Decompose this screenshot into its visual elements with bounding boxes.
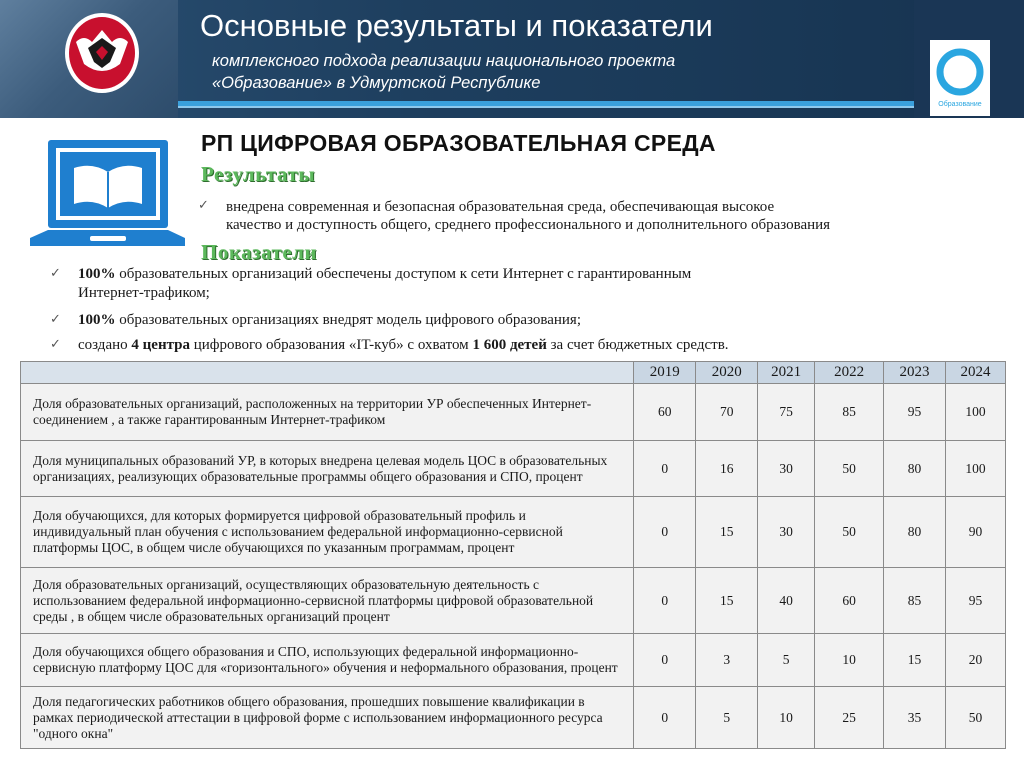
row-description: Доля образовательных организаций, расположенных на территории УР обеспеченных Интернет-соединением , а также гарантированным Интернет-трафиком [21, 384, 634, 441]
row-description: Доля образовательных организаций, осуществляющих образовательную деятельность с использованием федеральной информационно-сервисной платформы цифровой образовательной среды , в общем числе образовательных организаций процент [21, 568, 634, 634]
row-value: 5 [758, 634, 815, 687]
row-value: 0 [634, 634, 696, 687]
checkmark-icon: ✓ [50, 265, 61, 280]
year-header: 2020 [696, 362, 758, 384]
table-header-row [21, 362, 1006, 384]
udmurt-emblem-icon [64, 12, 140, 94]
row-value: 90 [946, 497, 1006, 568]
results-heading: Результаты [201, 162, 316, 186]
year-header: 2021 [758, 362, 815, 384]
row-value: 0 [634, 568, 696, 634]
year-header: 2023 [884, 362, 946, 384]
table-row [21, 687, 1006, 749]
row-value: 5 [696, 687, 758, 749]
row-value: 100 [946, 384, 1006, 441]
row-value: 0 [634, 687, 696, 749]
page-subtitle: комплексного подхода реализации национального проекта «Образование» в Удмуртской Республике [212, 52, 676, 92]
table-row [21, 384, 1006, 441]
page-title: Основные результаты и показатели [200, 8, 713, 43]
row-value: 15 [884, 634, 946, 687]
row-value: 50 [946, 687, 1006, 749]
checkmark-icon: ✓ [50, 311, 61, 326]
row-value: 75 [758, 384, 815, 441]
row-value: 80 [884, 441, 946, 497]
row-value: 30 [758, 441, 815, 497]
laptop-book-icon [30, 138, 185, 263]
table-row [21, 634, 1006, 687]
education-project-logo [930, 40, 990, 116]
row-value: 50 [815, 497, 884, 568]
row-description: Доля обучающихся, для которых формируется цифровой образовательный профиль и индивидуальный план обучения с использованием федеральной информационно-сервисной платформы ЦОС, в общем числе обучающихся по указанным программам, процент [21, 497, 634, 568]
checkmark-icon: ✓ [50, 336, 61, 351]
row-value: 85 [815, 384, 884, 441]
indicator-item: создано 4 центра цифрового образования «IT-куб» с охватом 1 600 детей за счет бюджетных средств. [78, 337, 729, 353]
table-row [21, 441, 1006, 497]
row-value: 10 [758, 687, 815, 749]
row-description: Доля муниципальных образований УР, в которых внедрена целевая модель ЦОС в образовательных организациях, реализующих образовательные программы общего образования и СПО, процент [21, 441, 634, 497]
indicator-item: 100% образовательных организациях внедрят модель цифрового образования; [78, 312, 581, 328]
row-value: 95 [884, 384, 946, 441]
row-value: 80 [884, 497, 946, 568]
row-value: 85 [884, 568, 946, 634]
row-value: 20 [946, 634, 1006, 687]
row-value: 30 [758, 497, 815, 568]
results-text: внедрена современная и безопасная образовательная среда, обеспечивающая высокое качество и доступность общего, среднего профессионального и дополнительного образования [226, 199, 831, 233]
row-value: 60 [815, 568, 884, 634]
indicator-item: 100% образовательных организаций обеспечены доступом к сети Интернет с гарантированным Интернет-трафиком; [78, 266, 692, 301]
checkmark-icon: ✓ [198, 197, 209, 212]
row-value: 35 [884, 687, 946, 749]
row-value: 50 [815, 441, 884, 497]
year-header: 2022 [815, 362, 884, 384]
svg-text:Образование: Образование [938, 101, 982, 108]
row-description: Доля педагогических работников общего образования, прошедших повышение квалификации в рамках периодической аттестации в цифровой форме с использованием информационного ресурса "одного окна" [21, 687, 634, 749]
row-value: 40 [758, 568, 815, 634]
row-value: 100 [946, 441, 1006, 497]
table-header-blank [21, 362, 634, 384]
row-value: 15 [696, 568, 758, 634]
row-value: 3 [696, 634, 758, 687]
row-value: 95 [946, 568, 1006, 634]
ring-logo-icon [930, 40, 990, 116]
row-value: 25 [815, 687, 884, 749]
header-accent-stripe-light [178, 106, 914, 108]
row-value: 60 [634, 384, 696, 441]
table-row [21, 497, 1006, 568]
section-title: РП ЦИФРОВАЯ ОБРАЗОВАТЕЛЬНАЯ СРЕДА [201, 130, 716, 156]
row-value: 0 [634, 497, 696, 568]
row-value: 70 [696, 384, 758, 441]
indicators-heading: Показатели [201, 240, 318, 264]
year-header: 2024 [946, 362, 1006, 384]
row-value: 10 [815, 634, 884, 687]
row-value: 0 [634, 441, 696, 497]
year-header: 2019 [634, 362, 696, 384]
table-row [21, 568, 1006, 634]
indicators-table [20, 361, 1006, 749]
row-value: 15 [696, 497, 758, 568]
row-value: 16 [696, 441, 758, 497]
row-description: Доля обучающихся общего образования и СПО, использующих федеральной информационно-сервисную платформу ЦОС для «горизонтального» обучения и неформального образования, процент [21, 634, 634, 687]
